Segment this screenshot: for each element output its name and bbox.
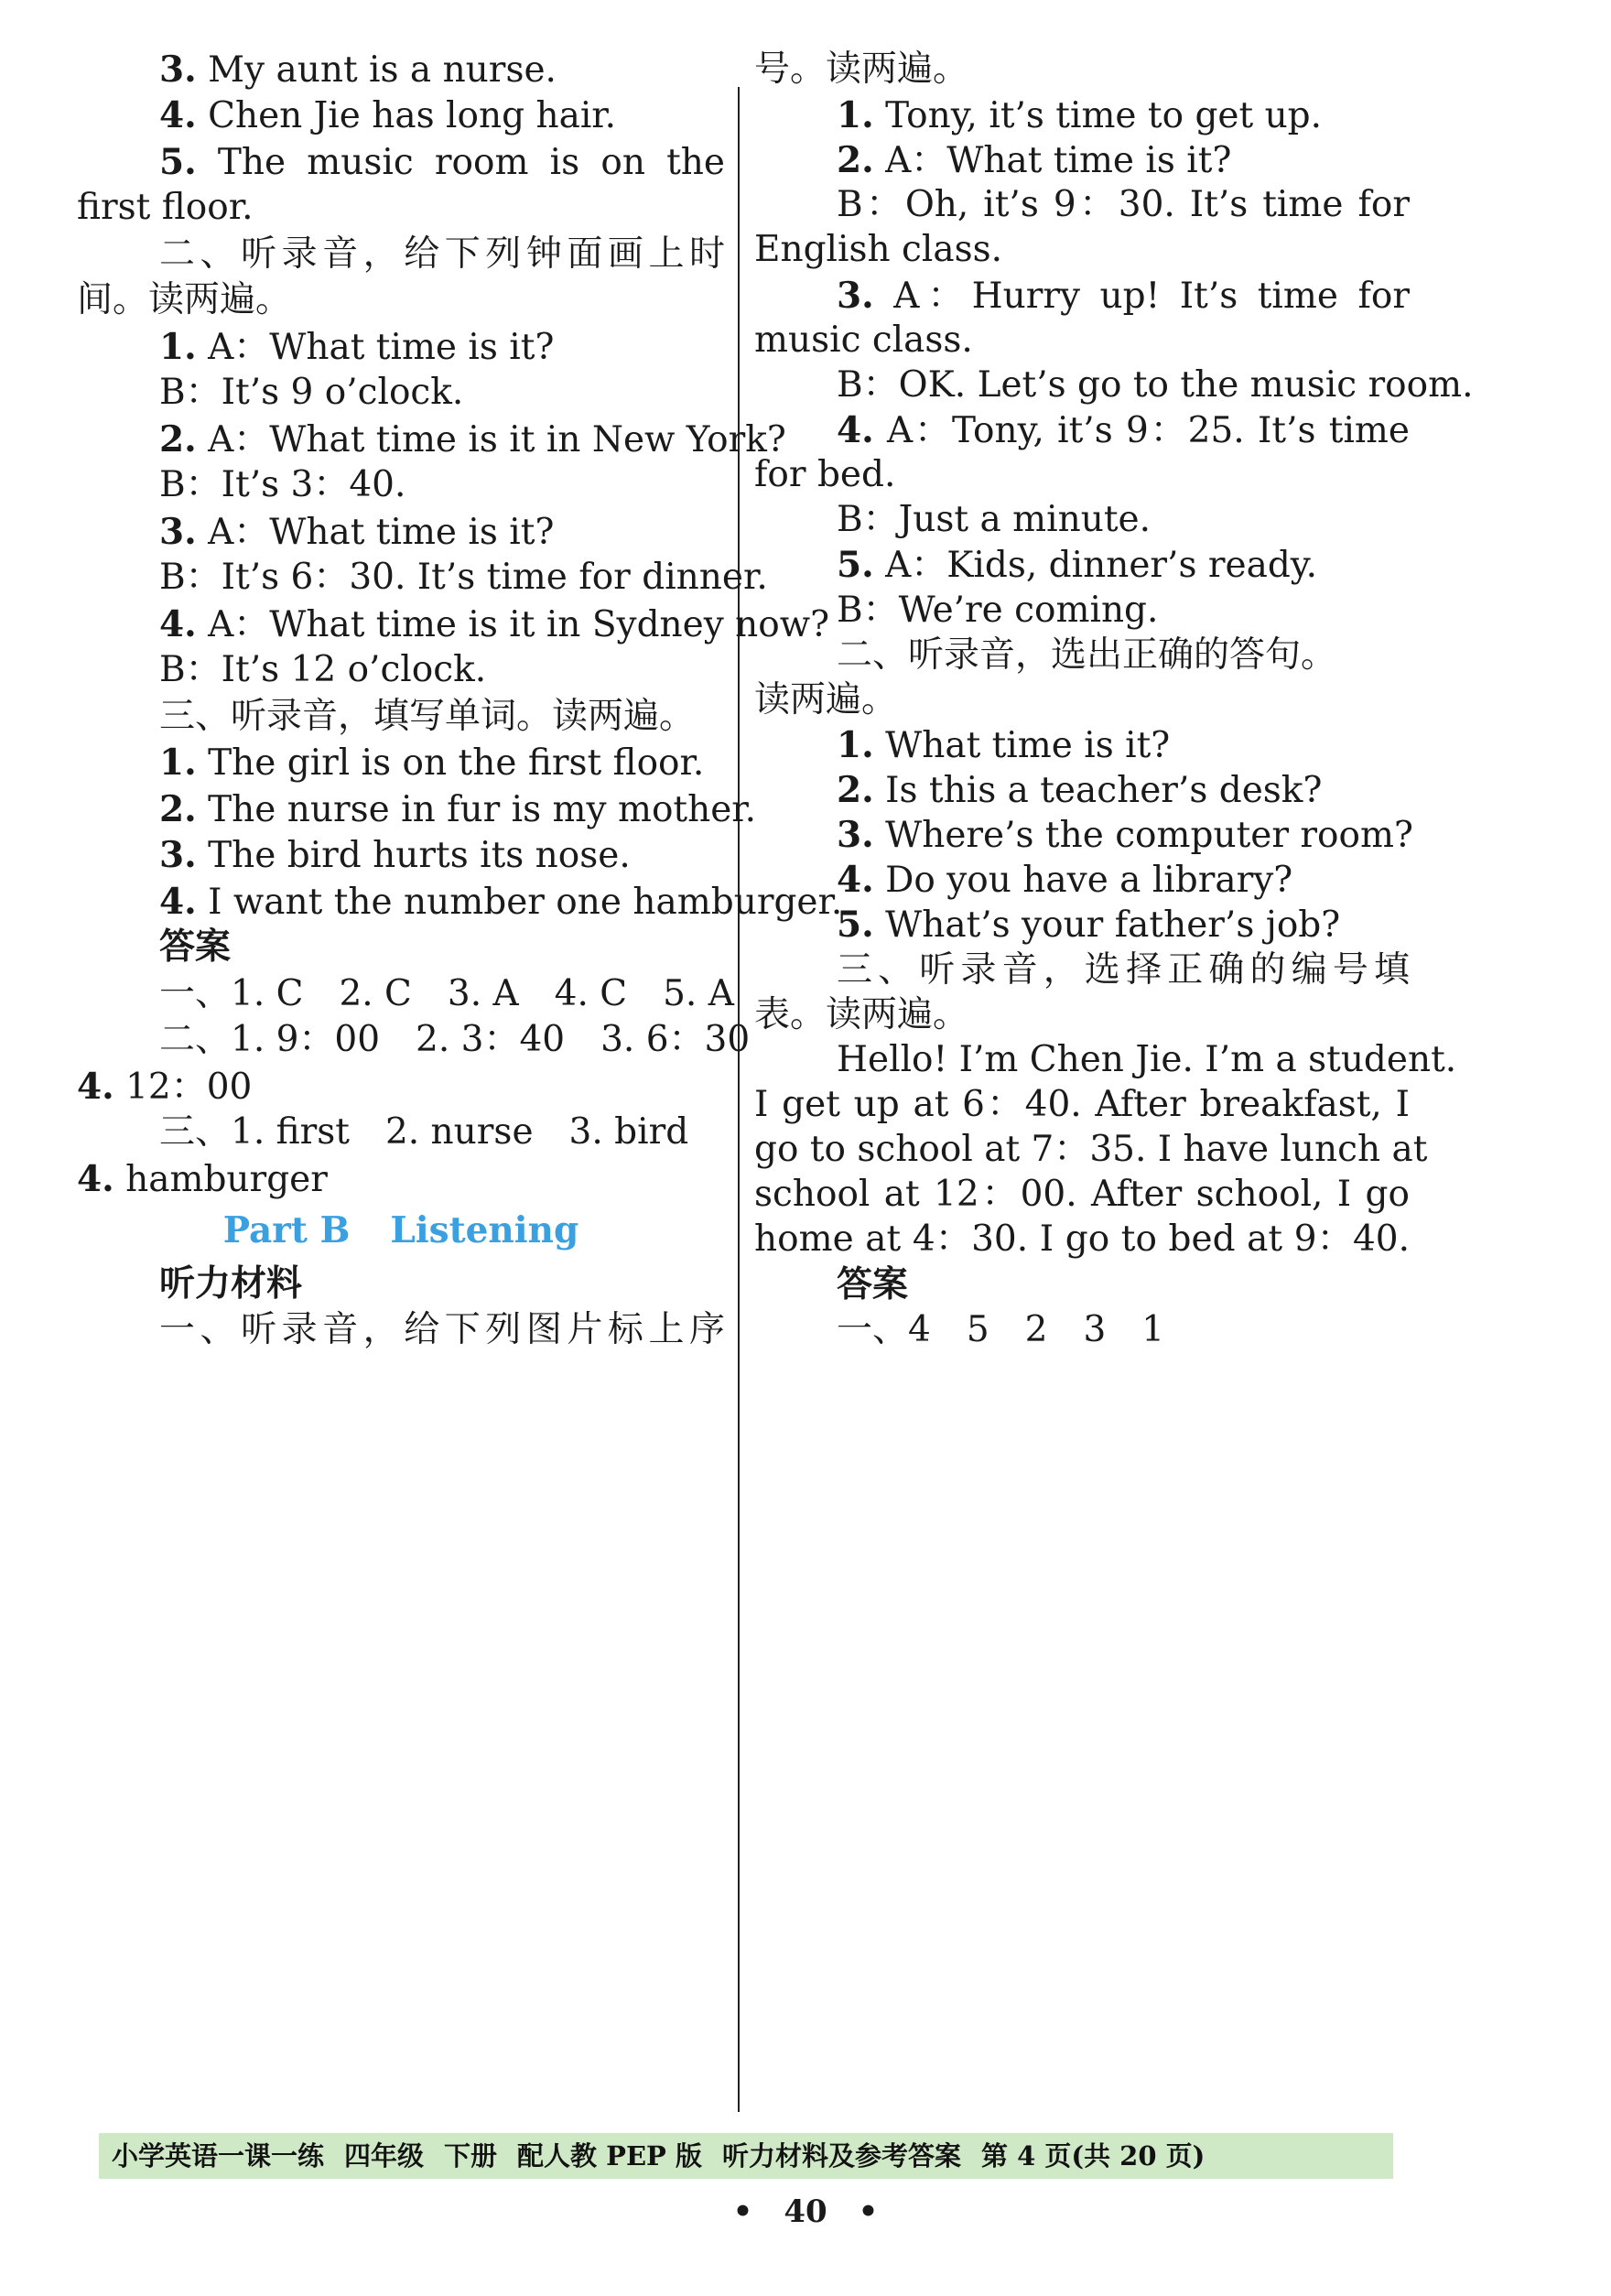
section-heading: 间。读两遍。 [77, 279, 292, 320]
text-line: 4. Chen Jie has long hair. [159, 94, 617, 136]
text-line: B：It’s 12 o’clock. [159, 649, 487, 690]
text-line: B：Oh, it’s 9：30. It’s time for [837, 184, 1410, 225]
footer-book: 小学英语一课一练 [112, 2140, 325, 2171]
answer-line: 4. 12：00 [77, 1066, 253, 1108]
text-line: 5. The music room is on the [159, 141, 725, 183]
text-line: music class. [754, 319, 973, 361]
text-line: 5. What’s your father’s job? [837, 904, 1341, 946]
text-line: 1. What time is it? [837, 724, 1171, 766]
text-line: 4. A：What time is it in Sydney now? [159, 603, 830, 645]
footer-volume: 下册 [444, 2140, 498, 2171]
text-line: B：It’s 9 o’clock. [159, 372, 464, 413]
text-line: B：Just a minute. [837, 499, 1151, 540]
text-line: English class. [754, 229, 1003, 270]
answer-line: 三、1. first 2. nurse 3. bird [159, 1111, 689, 1153]
answer-line: 4. hamburger [77, 1158, 328, 1200]
text-line: 3. A：What time is it? [159, 511, 555, 553]
text-line: 3. My aunt is a nurse. [159, 49, 557, 91]
answer-line: 一、4 5 2 3 1 [837, 1309, 1165, 1350]
text-line: for bed. [754, 454, 896, 495]
text-line: 3. A：Hurry up! It’s time for [837, 275, 1410, 317]
section-heading: 号。读两遍。 [754, 49, 969, 90]
text-line: school at 12：00. After school, I go [754, 1174, 1410, 1215]
section-heading: 二、听录音，选出正确的答句。 [837, 634, 1337, 676]
text-line: B：It’s 3：40. [159, 464, 406, 505]
text-line: B：We’re coming. [837, 590, 1159, 631]
text-line: B：It’s 6：30. It’s time for dinner. [159, 557, 768, 598]
section-heading: 三、听录音，填写单词。读两遍。 [159, 696, 696, 737]
text-line: B：OK. Let’s go to the music room. [837, 364, 1474, 406]
section-heading: 三、听录音，选择正确的编号填 [837, 949, 1410, 991]
text-line: I get up at 6：40. After breakfast, I [754, 1084, 1410, 1125]
section-heading: 一、听录音，给下列图片标上序 [159, 1309, 725, 1350]
answer-line: 一、1. C 2. C 3. A 4. C 5. A [159, 973, 734, 1014]
section-heading: 二、听录音，给下列钟面画上时 [159, 233, 725, 275]
text-line: 1. Tony, it’s time to get up. [837, 94, 1323, 136]
footer-bar [99, 2133, 1393, 2179]
text-line: 1. The girl is on the first floor. [159, 742, 705, 784]
text-line: 3. Where’s the computer room? [837, 814, 1413, 856]
text-line: 2. Is this a teacher’s desk? [837, 769, 1323, 811]
text-line: 4. I want the number one hamburger. [159, 881, 843, 923]
text-line: 2. The nurse in fur is my mother. [159, 788, 757, 830]
text-line: home at 4：30. I go to bed at 9：40. [754, 1218, 1410, 1260]
text-line: 2. A：What time is it in New York? [159, 418, 786, 460]
text-line: 2. A：What time is it? [837, 139, 1232, 181]
text-line: 1. A：What time is it? [159, 326, 555, 368]
footer-page-of: 第 4 页(共 20 页) [980, 2140, 1206, 2171]
answer-heading: 答案 [837, 1264, 909, 1305]
text-line: first floor. [77, 187, 254, 228]
text-line: 5. A：Kids, dinner’s ready. [837, 544, 1318, 586]
answer-heading: 答案 [159, 926, 232, 968]
column-divider [738, 87, 740, 2112]
footer-grade: 四年级 [344, 2140, 425, 2171]
answer-line: 二、1. 9：00 2. 3：40 3. 6：30 [159, 1019, 751, 1060]
text-line: 4. A：Tony, it’s 9：25. It’s time [837, 409, 1410, 451]
footer-edition: 配人教 PEP 版 [517, 2140, 702, 2171]
footer-section: 听力材料及参考答案 [721, 2140, 961, 2171]
text-line: 3. The bird hurts its nose. [159, 834, 631, 876]
text-line: Hello! I’m Chen Jie. I’m a student. [837, 1039, 1457, 1080]
text-line: 4. Do you have a library? [837, 859, 1293, 901]
section-heading: 读两遍。 [754, 679, 898, 720]
subsection-heading: 听力材料 [159, 1263, 303, 1305]
section-heading: 表。读两遍。 [754, 994, 969, 1035]
text-line: go to school at 7：35. I have lunch at [754, 1129, 1428, 1170]
page-number: • 40 • [732, 2193, 879, 2230]
listening-label: Listening [390, 1209, 579, 1251]
part-b-label: Part B [222, 1209, 351, 1251]
